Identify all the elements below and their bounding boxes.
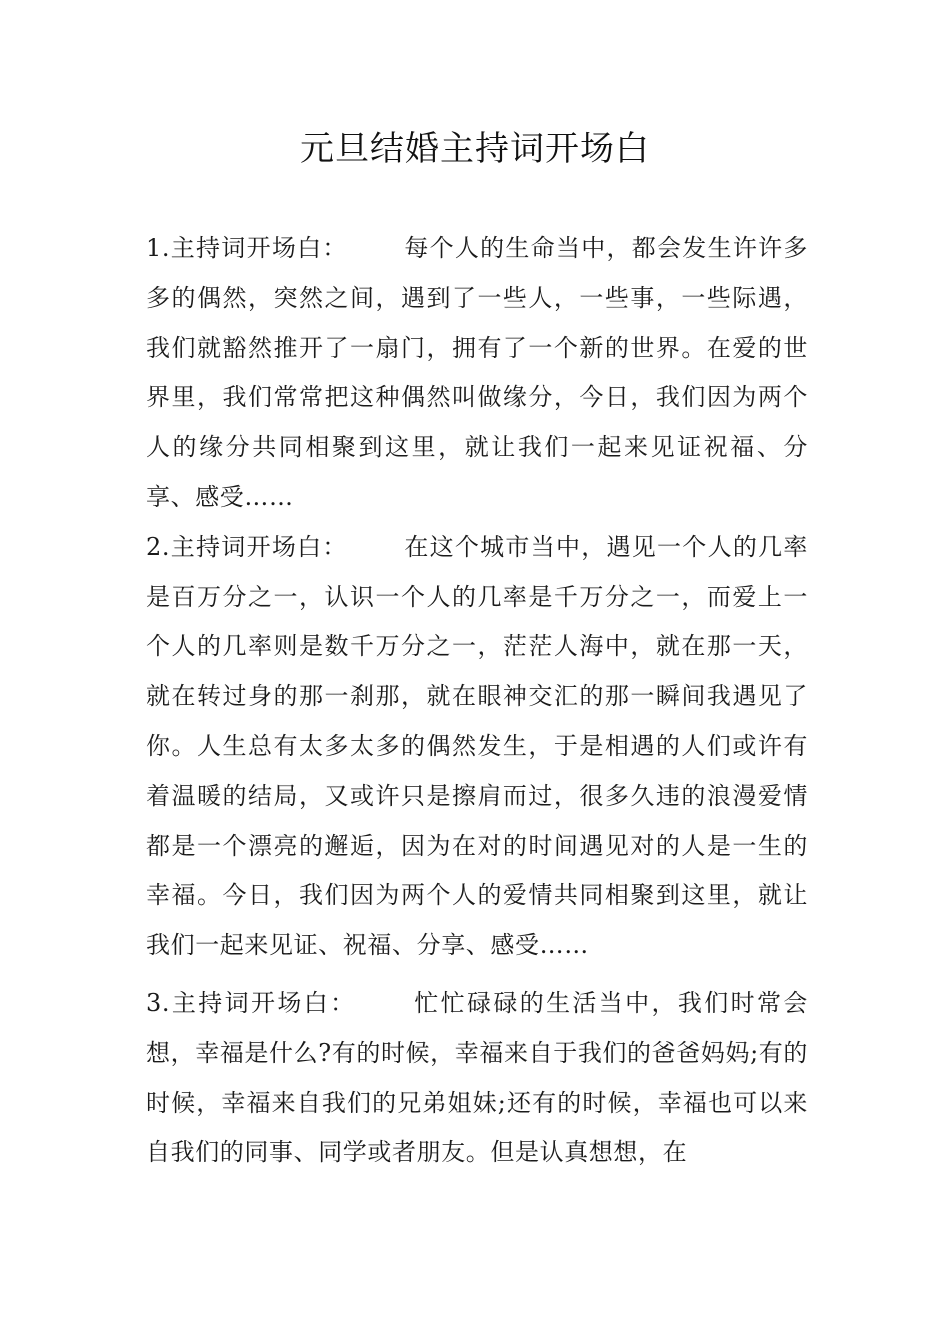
paragraph-3-text: 忙忙碌碌的生活当中，我们时常会想，幸福是什么?有的时候，幸福来自于我们的爸爸妈妈;有的时候，幸福来自我们的兄弟姐妹;还有的时候，幸福也可以来自我们的同事、同学或者朋友。但是认真想想，在	[146, 988, 808, 1167]
document-title: 元旦结婚主持词开场白	[300, 129, 650, 169]
paragraph-2	[146, 523, 808, 971]
paragraph-3-lead: 3.主持词开场白：	[146, 988, 357, 1017]
paragraph-1-text: 每个人的生命当中，都会发生许许多多的偶然，突然之间，遇到了一些人，一些事，一些际遇，我们就豁然推开了一扇门，拥有了一个新的世界。在爱的世界里，我们常常把这种偶然叫做缘分，今日，我们因为两个人的缘分共同相聚到这里，就让我们一起来见证祝福、分享、感受……	[146, 234, 808, 511]
paragraph-1-lead: 1.主持词开场白：	[146, 234, 348, 262]
paragraph-1	[146, 224, 808, 523]
paragraph-3	[146, 979, 808, 1178]
paragraph-2-lead: 2.主持词开场白：	[146, 532, 348, 561]
document-body	[146, 224, 808, 1178]
paragraph-2-text: 在这个城市当中，遇见一个人的几率是百万分之一，认识一个人的几率是千万分之一，而爱上一个人的几率则是数千万分之一，茫茫人海中，就在那一天，就在转过身的那一刹那，就在眼神交汇的那一瞬间我遇见了你。人生总有太多太多的偶然发生，于是相遇的人们或许有着温暖的结局，又或许只是擦肩而过，很多久违的浪漫爱情都是一个漂亮的邂逅，因为在对的时间遇见对的人是一生的幸福。今日，我们因为两个人的爱情共同相聚到这里，就让我们一起来见证、祝福、分享、感受……	[146, 532, 808, 960]
